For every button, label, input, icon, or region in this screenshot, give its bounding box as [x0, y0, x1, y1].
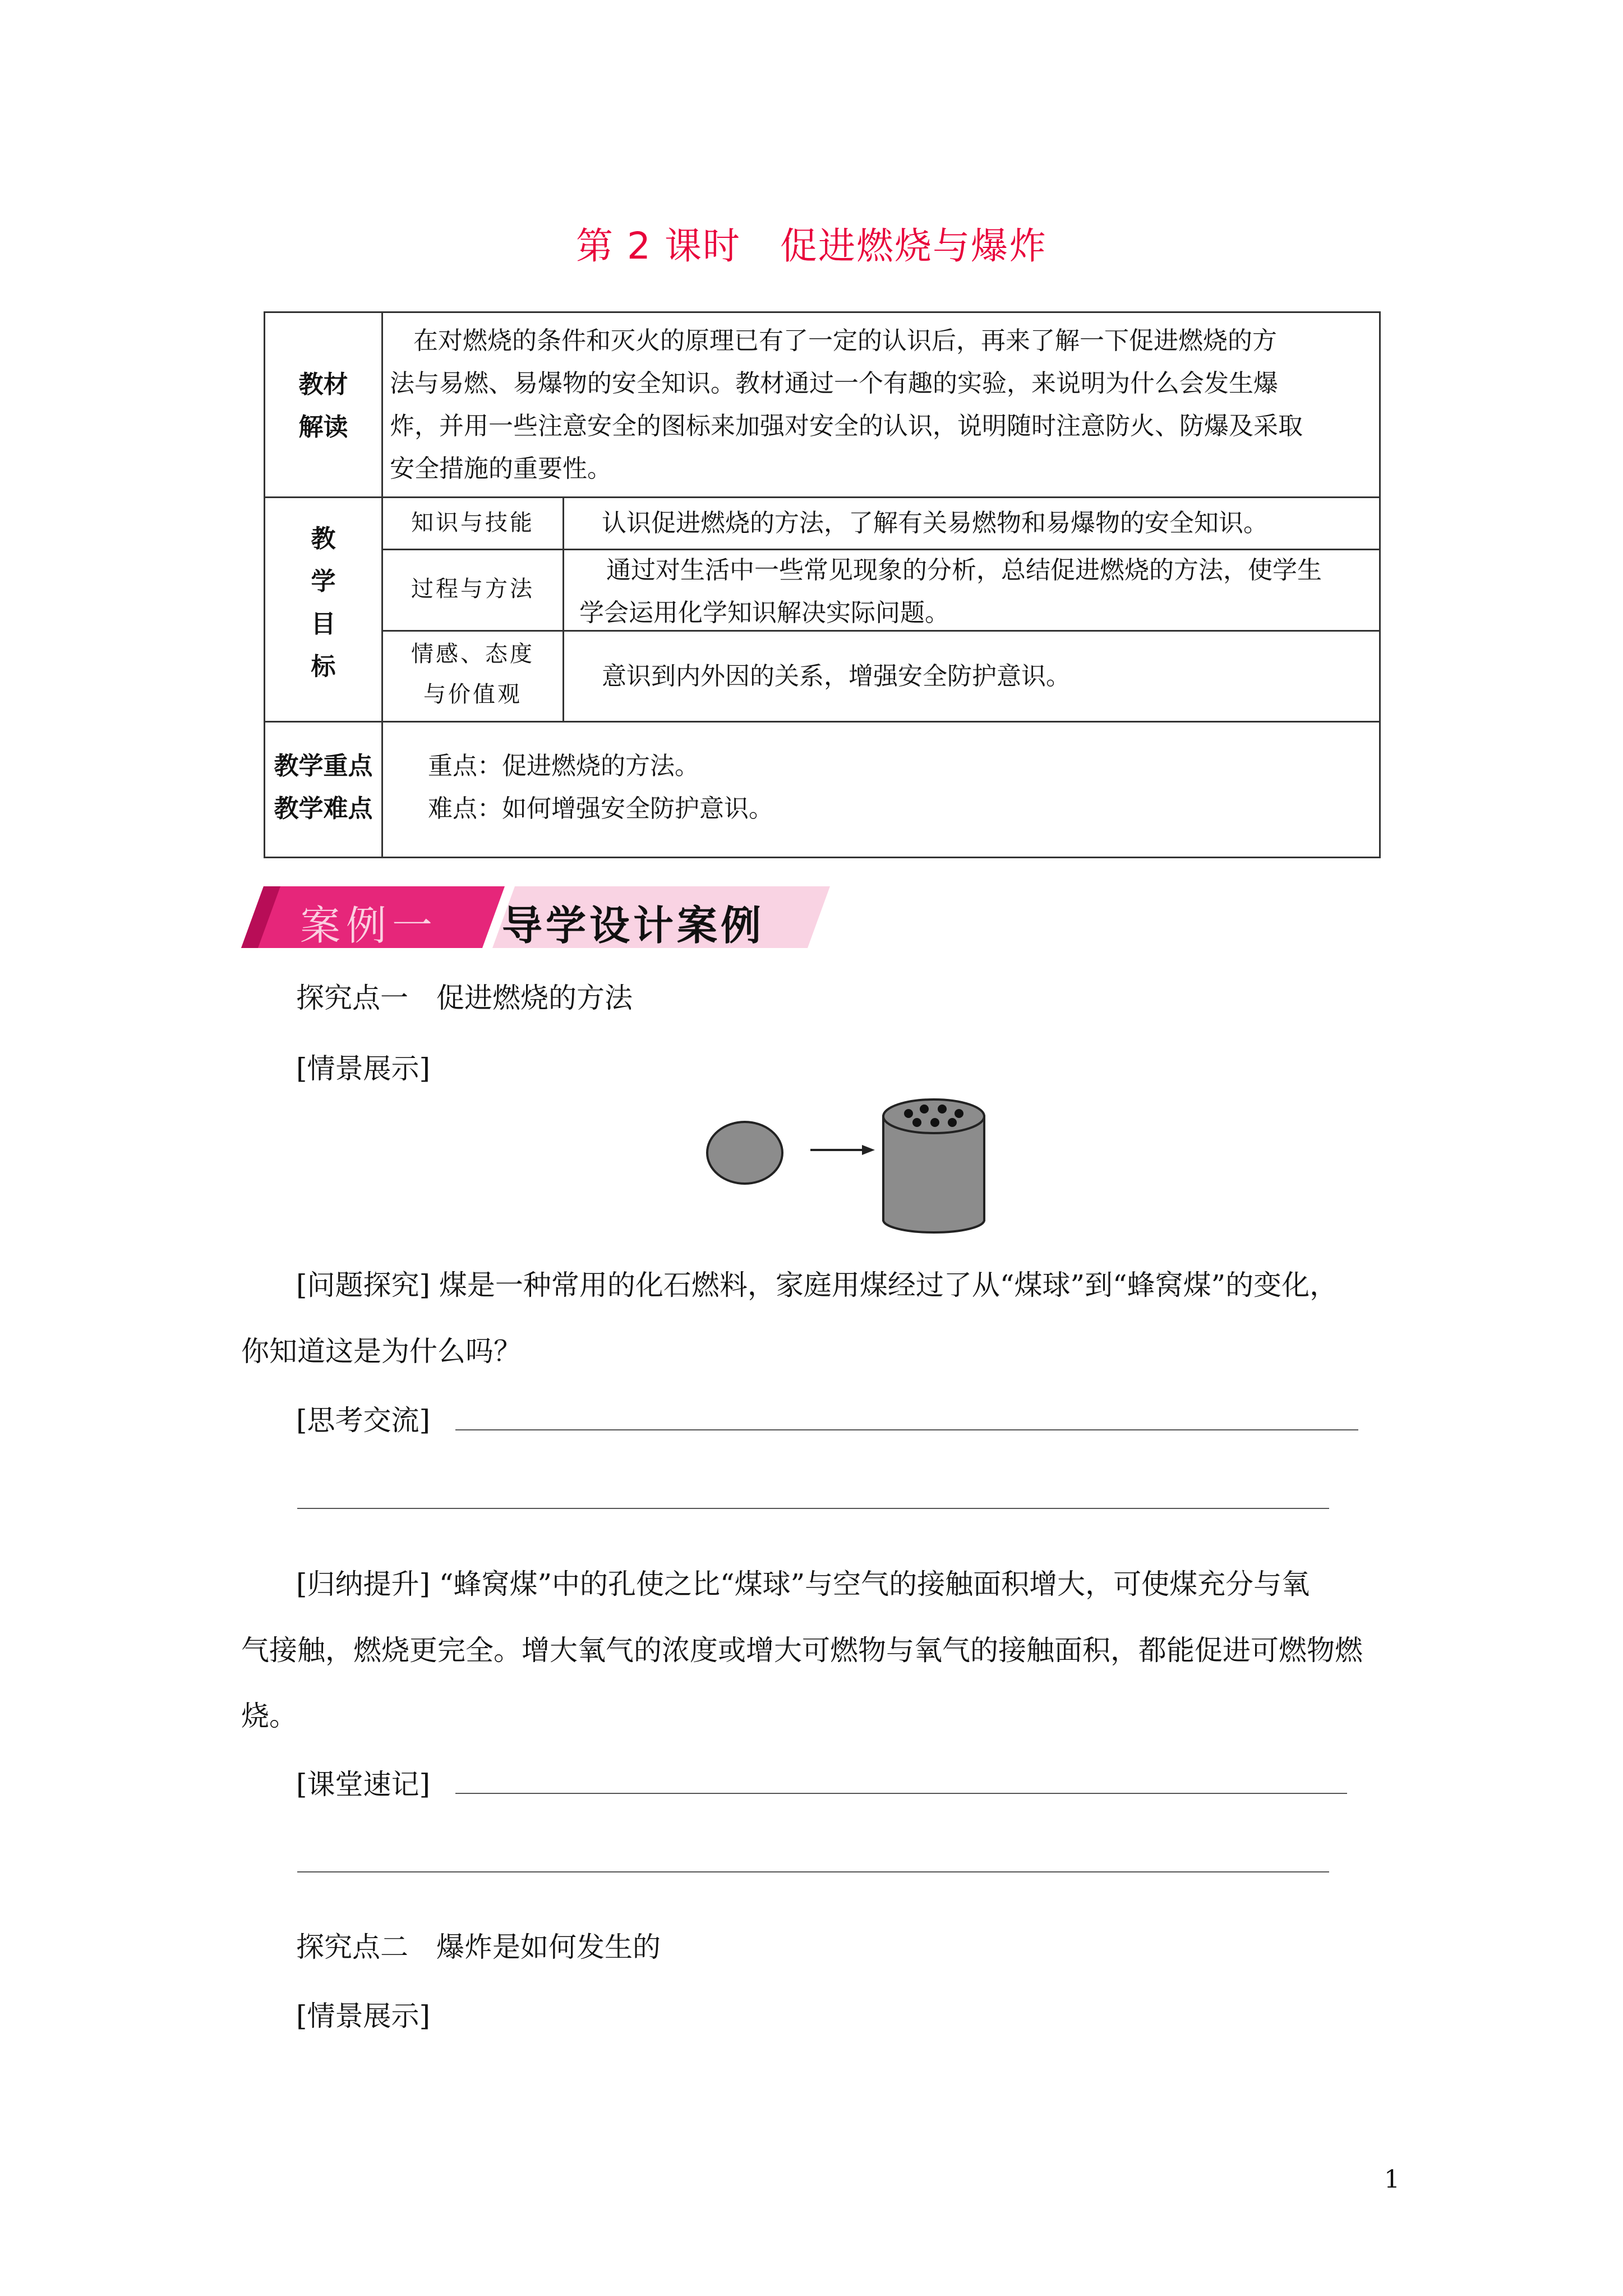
goal-text-process: 通过对生活中一些常见现象的分析，总结促进燃烧的方法，使学生 学会运用化学知识解决实际问题。	[579, 556, 1322, 627]
textbook-reading-text: 在对燃烧的条件和灭火的原理已有了一定的认识后，再来了解一下促进燃烧的方 法与易燃、易爆物的安全知识。教材通过一个有趣的实验，来说明为什么会发生爆 炸，并用一些注意安全的图标来加强对安全的认识，说明随时注意防火、防爆及采取 安全措施的重要性。	[390, 326, 1303, 483]
scenario-label-two: [情景展示]	[296, 2000, 431, 2032]
teaching-goals-head: 教 学 目 标	[311, 524, 336, 681]
notes-blank-line[interactable]	[297, 1871, 1329, 1872]
arrow-right-icon	[862, 1145, 875, 1155]
inquiry-point-two: 探究点二 爆炸是如何发生的	[296, 1931, 661, 1963]
coal-ball-icon	[707, 1122, 782, 1184]
goal-label-attitude: 情感、态度 与价值观	[411, 641, 534, 707]
lesson-info-table	[264, 311, 1381, 858]
inquiry-point-one: 探究点一 促进燃烧的方法	[296, 982, 633, 1014]
answer-blank-line[interactable]	[297, 1508, 1329, 1509]
page-number: 1	[1384, 2165, 1400, 2194]
summary-line1: [归纳提升] “蜂窝煤”中的孔使之比“煤球”与空气的接触面积增大，可使煤充分与氧	[296, 1568, 1310, 1600]
notes-blank-line[interactable]	[455, 1793, 1347, 1794]
goal-label-knowledge: 知识与技能	[411, 510, 534, 536]
goal-label-process: 过程与方法	[411, 576, 534, 602]
banner-design-label: 导学设计案例	[502, 902, 765, 949]
summary-line2: 气接触，燃烧更完全。增大氧气的浓度或增大可燃物与氧气的接触面积，都能促进可燃物燃	[241, 1634, 1363, 1667]
coal-ball-to-honeycomb-illustration	[704, 1097, 1018, 1237]
goal-text-knowledge: 认识促进燃烧的方法，了解有关易燃物和易爆物的安全知识。	[602, 509, 1268, 537]
problem-inquiry-line2: 你知道这是为什么吗？	[241, 1335, 522, 1368]
textbook-reading-head: 教材 解读	[298, 370, 348, 441]
lesson-number: 第 2 课时	[576, 224, 741, 268]
class-notes-label: [课堂速记]	[296, 1768, 431, 1801]
honeycomb-coal-icon	[883, 1099, 984, 1232]
page-title	[0, 216, 1623, 269]
summary-line3: 烧。	[241, 1700, 297, 1732]
key-points-text: 重点：促进燃烧的方法。 难点：如何增强安全防护意识。	[428, 752, 773, 823]
banner-case-label: 案例一	[300, 902, 439, 949]
key-points-head: 教学重点 教学难点	[274, 752, 373, 823]
answer-blank-line[interactable]	[455, 1429, 1358, 1430]
lesson-topic: 促进燃烧与爆炸	[780, 224, 1047, 268]
scenario-label-one: [情景展示]	[296, 1052, 431, 1085]
problem-inquiry-line1: [问题探究] 煤是一种常用的化石燃料，家庭用煤经过了从“煤球”到“蜂窝煤”的变化，	[296, 1269, 1338, 1301]
goal-text-attitude: 意识到内外因的关系，增强安全防护意识。	[602, 662, 1071, 691]
think-exchange-label: [思考交流]	[296, 1404, 431, 1437]
case-banner	[241, 886, 830, 948]
